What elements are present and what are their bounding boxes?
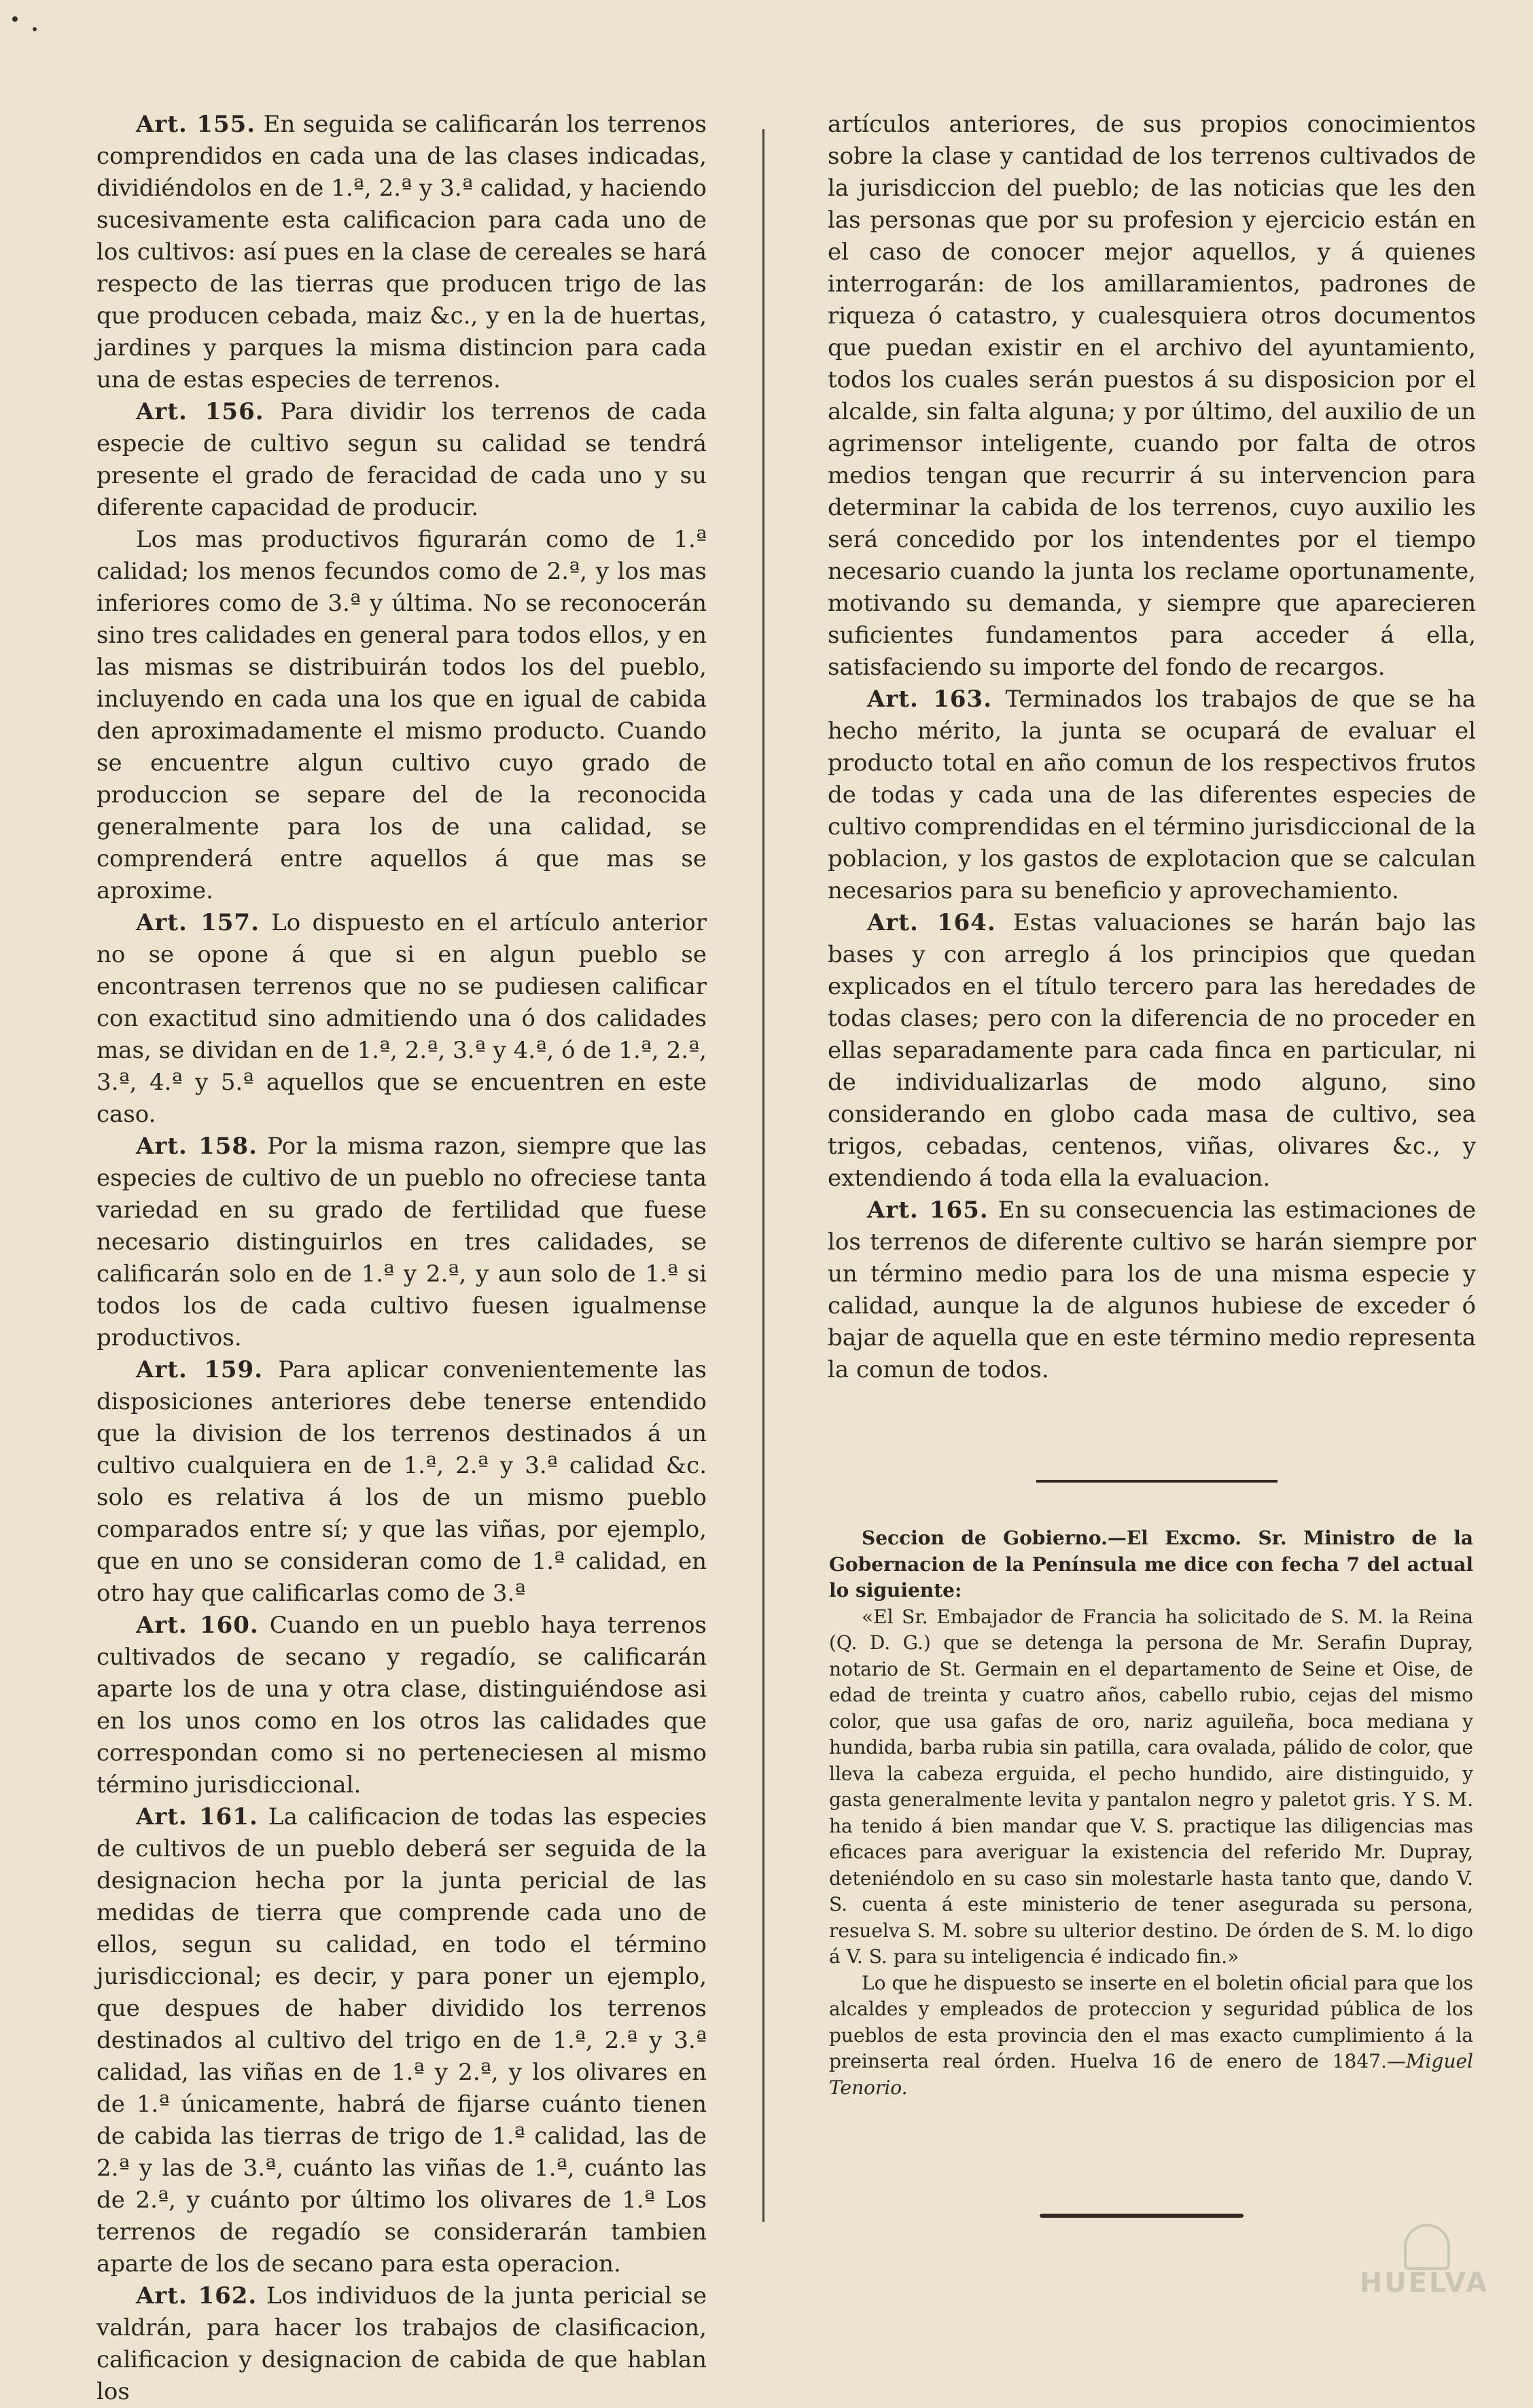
- archive-watermark: [1356, 2224, 1492, 2299]
- article-text: Estas valuaciones se harán bajo las bases y con arreglo á los principios que quedan explicados en el título tercero para las heredades de todas clases; pero con la diferencia de no proceder en ellas separadamente para cada finca en particular, ni de individualizarlas de modo alguno, sino considerando en globo cada masa de cultivo, sea trigos, cebadas, centenos, viñas, olivares &c., y extendiendo á toda ella la evaluacion.: [828, 909, 1477, 1192]
- article-157: [96, 907, 707, 1131]
- article-text: Terminados los trabajos de que se ha hecho mérito, la junta se ocupará de evaluar el producto total en año comun de los respectivos frutos de todas y cada una de las diferentes especies de cultivo comprendidas en el término jurisdiccional de la poblacion, y los gastos de explotacion que se calculan necesarios para su beneficio y aprovechamiento.: [828, 686, 1477, 904]
- article-label: Art. 163.: [867, 686, 993, 713]
- article-label: Art. 159.: [136, 1356, 264, 1383]
- article-165: [828, 1194, 1476, 1386]
- article-text: Lo dispuesto en el artículo anterior no se opone á que si en algun pueblo se encontrasen terrenos que no se pudiesen calificar con exactitud sino admitiendo una ó dos calidades mas, se dividan en de 1.ª, 2.ª, 3.ª y 4.ª, ó de 1.ª, 2.ª, 3.ª, 4.ª y 5.ª aquellos que se encuentren en este caso.: [96, 909, 707, 1128]
- article-label: Art. 157.: [136, 909, 260, 936]
- article-164: [828, 907, 1476, 1194]
- column-divider: [762, 129, 764, 2222]
- article-162-continued: artículos anteriores, de sus propios conocimientos sobre la clase y cantidad de los terrenos cultivados de la jurisdiccion del pueblo; de las noticias que les den las personas que por su profesion y ejercicio están en el caso de conocer mejor aquellos, y á quienes interrogarán: de los amillaramientos, padrones de riqueza ó catastro, y cualesquiera otros documentos que puedan existir en el archivo del ayuntamiento, todos los cuales serán puestos á su disposicion por el alcalde, sin falta alguna; y por último, del auxilio de un agrimensor inteligente, cuando por falta de otros medios tengan que recurrir á su intervencion para determinar la cabida de los terrenos, cuyo auxilio les será concedido por los intendentes por el tiempo necesario cuando la junta los reclame oportunamente, motivando su demanda, y siempre que aparecieren suficientes fundamentos para acceder á ella, satisfaciendo su importe del fondo de recargos.: [828, 111, 1476, 681]
- left-column: [96, 109, 707, 2408]
- article-label: Art. 156.: [136, 398, 264, 425]
- article-159: [96, 1354, 707, 1610]
- article-label: Art. 161.: [136, 1803, 258, 1830]
- article-label: Art. 155.: [136, 111, 256, 138]
- coat-of-arms-icon: [1404, 2224, 1450, 2270]
- article-text: La calificacion de todas las especies de cultivos de un pueblo deberá ser seguida de la designacion hecha por la junta pericial de las medidas de tierra que comprende cada uno de ellos, segun su calidad, en todo el término jurisdiccional; es decir, y para poner un ejemplo, que despues de haber dividido los terrenos destinados al cultivo del trigo en de 1.ª, 2.ª y 3.ª calidad, las viñas en de 1.ª y 2.ª, y los olivares en de 1.ª únicamente, habrá de fijarse cuánto tienen de cabida las tierras de trigo de 1.ª calidad, las de 2.ª y las de 3.ª, cuánto las viñas de 1.ª, cuánto las de 2.ª, y cuánto por último los olivares de 1.ª Los terrenos de regadío se considerarán tambien aparte de los de secano para esta operacion.: [96, 1803, 707, 2278]
- notice-quote: «El Sr. Embajador de Francia ha solicitado de S. M. la Reina (Q. D. G.) que se detenga la persona de Mr. Serafin Dupray, notario de St. Germain en el departamento de Seine et Oise, de edad de treinta y cuatro años, cabello rubio, cejas del mismo color, que usa gafas de oro, nariz aguileña, boca mediana y hundida, barba rubia sin patilla, cara ovalada, pálido de color, que lleva la cabeza erguida, el pecho hundido, aire distinguido, y gasta generalmente levita y pantalon negro y paletot gris. Y S. M. ha tenido á bien mandar que V. S. practique las diligencias mas eficaces para averiguar la existencia del referido Mr. Dupray, deteniéndolo en su caso sin molestarle hasta tanto que, dando V. S. cuenta á este ministerio de tener asegurada su persona, resuelva S. M. sobre su ulterior destino. De órden de S. M. lo digo á V. S. para su inteligencia é indicado fin.»: [829, 1605, 1473, 1968]
- article-label: Art. 162.: [136, 2282, 258, 2309]
- notice-header: Seccion de Gobierno.—El Excmo. Sr. Ministro de la Gobernacion de la Península me dice con fecha 7 del actual lo siguiente:: [829, 1527, 1473, 1601]
- right-column: [828, 109, 1476, 1386]
- article-155: [96, 109, 707, 396]
- article-156: [96, 396, 707, 524]
- article-text: Para aplicar convenientemente las disposiciones anteriores debe tenerse entendido que la division de los terrenos destinados á un cultivo cualquiera en de 1.ª, 2.ª y 3.ª calidad &c. solo es relativa á los de un mismo pueblo comparados entre sí; y que las viñas, por ejemplo, que en uno se consideran como de 1.ª calidad, en otro hay que calificarlas como de 3.ª: [96, 1356, 707, 1607]
- article-text: Los individuos de la junta pericial se valdrán, para hacer los trabajos de clasificacion, calificacion y designacion de cabida de que hablan los: [96, 2282, 707, 2405]
- article-label: Art. 158.: [136, 1133, 258, 1160]
- article-text: Cuando en un pueblo haya terrenos cultivados de secano y regadío, se calificarán aparte los de una y otra clase, distinguiéndose asi en los unos como en los otros las calidades que correspondan como si no perteneciesen al mismo término jurisdiccional.: [96, 1612, 707, 1799]
- notice-closing: [829, 1970, 1473, 2102]
- article-163: [828, 684, 1476, 907]
- article-162: [96, 2280, 707, 2408]
- ink-speck: [12, 16, 18, 22]
- article-text: Por la misma razon, siempre que las especies de cultivo de un pueblo no ofreciese tanta variedad en su grado de fertilidad que fuese necesario distinguirlos en tres calidades, se calificarán solo en de 1.ª y 2.ª, y aun solo de 1.ª si todos los de cada cultivo fuesen igualmense productivos.: [96, 1133, 707, 1351]
- article-text: En su consecuencia las estimaciones de los terrenos de diferente cultivo se harán siempre por un término medio para los de una misma especie y calidad, aunque la de algunos hubiese de exceder ó bajar de aquella que en este término medio representa la comun de todos.: [828, 1197, 1476, 1383]
- watermark-text: HUELVA: [1359, 2267, 1490, 2299]
- government-notice: [829, 1525, 1473, 2101]
- ink-speck: [33, 27, 37, 31]
- notice-closing-text: Lo que he dispuesto se inserte en el boletin oficial para que los alcaldes y empleados de proteccion y seguridad pública de los pueblos de esta provincia den el mas exacto cumplimiento á la preinserta real órden. Huelva 16 de enero de 1847.: [829, 1971, 1473, 2072]
- article-156-paragraph-2: Los mas productivos figurarán como de 1.ª calidad; los menos fecundos como de 2.ª, y los mas inferiores como de 3.ª y última. No se reconocerán sino tres calidades en general para todos ellos, y en las mismas se distribuirán todos los del pueblo, incluyendo en cada una los que en igual de cabida den aproximadamente el mismo producto. Cuando se encuentre algun cultivo cuyo grado de produccion se separe del de la reconocida generalmente para los de una calidad, se comprenderá entre aquellos á que mas se aproxime.: [96, 526, 707, 904]
- section-rule: [1036, 1480, 1278, 1483]
- article-label: Art. 165.: [867, 1197, 989, 1224]
- article-text: Para dividir los terrenos de cada especie de cultivo segun su calidad se tendrá presente el grado de feracidad de cada uno y su diferente capacidad de producir.: [96, 398, 707, 521]
- article-label: Art. 160.: [136, 1612, 259, 1639]
- article-text: En seguida se calificarán los terrenos comprendidos en cada una de las clases indicadas, dividiéndolos en de 1.ª, 2.ª y 3.ª calidad, y haciendo sucesivamente esta calificacion para cada uno de los cultivos: así pues en la clase de cereales se hará respecto de las tierras que producen trigo de las que producen cebada, maiz &c., y en la de huertas, jardines y parques la misma distincion para cada una de estas especies de terrenos.: [96, 111, 707, 393]
- notice-signature: —Miguel Tenorio.: [829, 2050, 1473, 2099]
- article-label: Art. 164.: [867, 909, 996, 936]
- end-rule: [1040, 2214, 1244, 2218]
- article-161: [96, 1801, 707, 2280]
- article-160: [96, 1610, 707, 1801]
- article-158: [96, 1131, 707, 1354]
